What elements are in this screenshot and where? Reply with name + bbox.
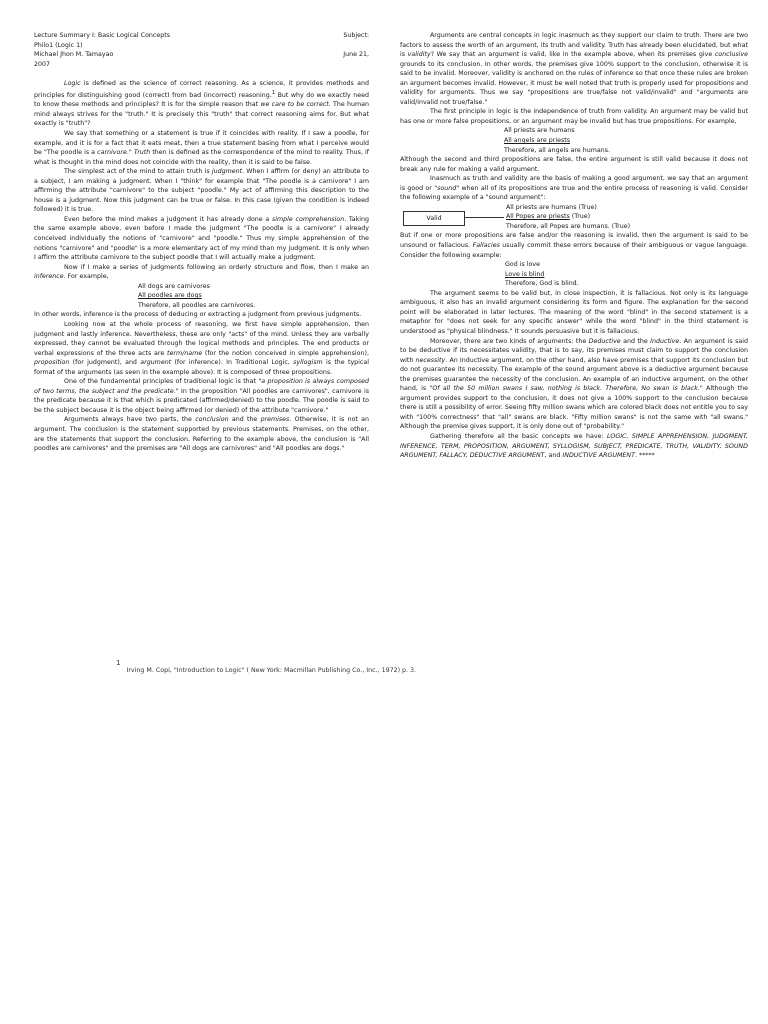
emphasis: we care to be correct: [260, 101, 329, 109]
premise-2: All Popes are priests: [506, 213, 570, 221]
text: . For example,: [63, 273, 109, 281]
text: Moreover, there are two kinds of arguments: the: [430, 337, 589, 345]
paragraph-summary: [400, 432, 748, 461]
term-simple-comprehension: simple comprehension: [272, 215, 345, 223]
text: grounds to its conclusion. In other words, the premises give 100% support to the conclusion, otherwise it is said to be invalid. Moreover, validity is anchored on the rules of inference so that once these rules are broken an argument becomes invalid. However, it must be well noted that truth is properly used for propositions and validity for arguments. Thus we say "propositions are true/false not valid/invalid" and "arguments are valid/invalid not true/false.": [400, 60, 748, 106]
footnote: [116, 659, 417, 675]
text: . An argument is said to be deductive if its necessitates validity, that is to say, its premises must claim to support the conclusion with: [400, 337, 749, 364]
text: , and: [544, 452, 563, 460]
header-row-1: [34, 31, 369, 41]
paragraph-inference-definition: In other words, inference is the process of deducing or extracting a judgment from previous judgments.: [34, 311, 362, 319]
header-row-3: [34, 50, 369, 60]
footnote-mark: 1: [116, 659, 121, 667]
subject-label: Subject:: [343, 32, 369, 39]
text: . Otherwise, it is not an argument. The conclusion is the statement supported by previous statements. Premises, on the other, are the statements that support the conclusion. Referring to the example above, the conclusion is "All poodles are carnivores" and the premises are "All dogs are carnivores" and "All poodles are dogs.": [34, 416, 370, 453]
text: is the typical format of the arguments (as seen in the example above). It is composed of three propositions.: [34, 359, 369, 376]
document-title: Lecture Summary I: Basic Logical Concepts: [34, 32, 170, 39]
text: Now if I make a series of judgments following an orderly structure and flow, then I make an: [64, 263, 369, 271]
text: The simplest act of the mind to attain truth is: [64, 168, 212, 176]
conclusion: Therefore, all angels are humans.: [504, 146, 610, 154]
term-sound: sound: [437, 184, 457, 192]
premise-1: All priests are humans: [504, 127, 575, 135]
term-inference: inference: [34, 273, 64, 281]
paragraph-argument-parts: [34, 415, 369, 453]
text: One of the fundamental principles of traditional logic is that ": [64, 378, 262, 386]
term-argument: argument: [140, 359, 172, 367]
premise-2-truth: (True): [569, 213, 591, 221]
valid-label: Valid: [426, 214, 442, 222]
text: and the: [228, 416, 261, 424]
date-part-2: 2007: [34, 60, 51, 68]
paragraph-validity: [400, 31, 748, 107]
text: Looking now at the whole process of reasoning, we first have simple apprehension, then judgment and lastly inference. Nevertheless, these are only "acts" of the mind. Unless they are verbally expressed, they cannot be evaluated through the logical methods and principles. The end products or verbal expressions of the three acts are: [34, 320, 369, 357]
paragraph-first-principle: The first principle in logic is the independence of truth from validity. An argument may be valid but has one or more false propositions, or an argument may be invalid but has true propositions. For example,: [400, 108, 748, 125]
concept-list: LOGIC, SIMPLE APPREHENSION, JUDGMENT, INFERENCE, TERM, PROPOSITION, ARGUMENT, SYLLOGISM, SUBJECT, PREDICATE, TRUTH, VALIDITY, SOUND ARGUMENT, FALLACY, DEDUCTIVE ARGUMENT: [400, 432, 748, 460]
text: Arguments always have two parts, the: [64, 416, 196, 424]
valid-label-box: [403, 211, 465, 226]
date-part-1: June 21,: [343, 51, 369, 59]
term-name: term/name: [167, 349, 203, 357]
paragraph-simple-comprehension: [34, 215, 369, 263]
premise-2: Love is blind: [505, 270, 545, 278]
conclusion: Therefore, all poodles are carnivores.: [138, 301, 256, 309]
premise-2: All angels are priests: [504, 137, 570, 145]
syllogism-priests: [504, 126, 748, 155]
text: " Although the argument provides support to the conclusion, it does not give a 100% support to the conclusion because there is still a possibility of error. Seeing fifty million swans which are colored black does not entitle you to say with "100% correctness" that "all" swans are black. "Fifty million swans" is not the same with "all swans." Although the premise gives support, it is only done out of "probability.": [400, 385, 748, 431]
term-truth: Truth: [133, 149, 151, 157]
emphasis: carnivore: [97, 149, 127, 157]
term-validity: validity: [407, 51, 431, 59]
text: and the: [620, 337, 651, 345]
paragraph-fallacies: [400, 231, 748, 260]
course-name: Philo1 (Logic 1): [34, 41, 83, 49]
concept-inductive: INDUCTIVE ARGUMENT: [562, 452, 635, 460]
premise-1: God is love: [505, 261, 540, 269]
paragraph-logic-definition: [34, 79, 369, 129]
term-logic: Logic: [64, 80, 81, 88]
term-inductive: Inductive: [650, 337, 680, 345]
text: But why do we exactly need to know these methods and principles? It is for the simple reason that: [34, 91, 369, 109]
emphasis: a proposition is always composed of two terms, the subject and the predicate: [34, 378, 369, 395]
inductive-example: Of all the 50 million swans I saw, nothing is black. Therefore, No swan is black.: [432, 385, 700, 393]
text: then is defined as the correspondence of the mind to reality. Thus, if what is thought in the mind does not coincide with the reality, then it is said to be false.: [34, 149, 370, 166]
header-row-4: [34, 60, 369, 70]
author-name: Michael Jhon M. Tamayao: [34, 51, 114, 59]
text: Arguments are central concepts in logic inasmuch as they support our claim to truth. There are two factors to assess the worth of an argument, its truth and validity. Truth has already been elucidated, but what is: [400, 32, 748, 59]
paragraph-judgment: [34, 167, 369, 215]
text: . The human mind always strives for the "truth." It is precisely this "truth" that correct reasoning aims for. But what exactly is "truth"?: [34, 101, 369, 128]
premise-1: All dogs are carnivores: [138, 282, 210, 290]
text: " when all of its propositions are true and the entire process of reasoning is valid. Consider the following example of a "sound argument":: [400, 184, 748, 202]
syllogism-popes: [506, 203, 748, 232]
text: . *****: [634, 452, 655, 460]
paragraph-inference: [34, 263, 369, 282]
text: usually commit these errors because of their ambiguous or vague language. Consider the following example:: [400, 242, 748, 259]
text: . Taking the same example above, even before I made the judgment "The poodle is a carnivore" I already conceived individually the notions of "carnivore" and "poodle." Thus my simple apprehension of the notions "carnivore" and "poodle" is a more elementary act of my mind than my judgment. It is only when I affirm the attribute carnivore to the subject poodle that I will actually make a judgment.: [34, 215, 369, 262]
conclusion: Therefore, God is blind.: [505, 280, 579, 288]
term-conclusion: conclusion: [195, 416, 229, 424]
text: . An Inductive argument, on the other hand, also have premises that support its conclusion but do not guarantee its necessity. The example of the sound argument above is a deductive argument because the premises guarantee the necessity of the conclusion. An example of an inductive argument, on the other hand, is ": [400, 356, 748, 393]
footnote-text: Irving M. Copi, "Introduction to Logic" ( New York: Macmillan Publishing Co., Inc., 1972) p. 3.: [126, 667, 417, 675]
paragraph-still-valid: Although the second and third propositions are false, the entire argument is still valid because it does not break any rule for making a valid argument.: [400, 156, 748, 173]
text: (for inference). In Traditional Logic,: [171, 359, 294, 367]
term-proposition: proposition: [34, 359, 70, 367]
paragraph-fallacy-explanation: The argument seems to be valid but, in close inspection, it is fallacious. Not only is its language ambiguous, it also has an invalid argument considering its form and figure. The explanation for the second point will be elaborated in later lectures. The meaning of the word "blind" in the second statement is a metaphor for "does not seek for any specific answer" while the word "blind" in the third statement is understood as "physical blindness." It sounds persuasive but it is fallacious.: [400, 289, 748, 335]
conclusion: Therefore, all Popes are humans. (True): [506, 222, 631, 230]
text: .": [126, 149, 134, 157]
text: ." In the proposition "All poodles are carnivores", carnivore is the predicate because it is that which is predicated (affirmed/denied) to the poodle. The poodle is said to be the subject because it is the object being affirmed (or denied) of the attribute "carnivore.": [34, 387, 370, 414]
valid-connector-line: [464, 217, 504, 218]
sound-argument-example: [400, 203, 748, 232]
text: We say that something or a statement is true if it coincides with reality. If I saw a poodle, for example, and it is for a fact that it eats meat, then a true statement basing from what I perceive would be "The poodle is a: [34, 130, 369, 157]
right-column: [400, 31, 748, 461]
term-necessity: necessity: [415, 356, 446, 364]
header-row-2: [34, 41, 369, 51]
text: Even before the mind makes a judgment it has already done a: [64, 215, 273, 223]
premise-1: All priests are humans (True): [506, 203, 597, 211]
syllogism-god: [505, 260, 748, 289]
text: (for the notion conceived in simple apprehension),: [202, 349, 369, 357]
paragraph-truth: [34, 129, 369, 167]
text: But if one or more propositions are false and/or the reasoning is invalid, then the argument is said to be unsound or fallacious.: [400, 232, 748, 250]
footnote-ref: 1: [271, 89, 276, 96]
text: is defined as the science of correct reasoning. As a science, it provides methods and principles for distinguishing good (correct) from bad (incorrect) reasoning.: [34, 80, 369, 99]
syllogism-dogs: [138, 282, 369, 311]
term-deductive: Deductive: [588, 337, 621, 345]
text: . When I affirm (or deny) an attribute to a subject, I am making a judgment. When I "think" for example that "The poodle is a carnivore" I am affirming the attribute "carnivore" to the subject "poodle." My act of affirming this description to the house is a judgment. Now this judgment can be true or false. In this case (given the condition is indeed followed) it is true.: [34, 168, 369, 214]
emphasis: conclusive: [714, 51, 748, 59]
text: Gathering therefore all the basic concepts we have:: [430, 432, 608, 440]
term-judgment: judgment: [211, 168, 243, 176]
paragraph-deductive-inductive: [400, 337, 748, 432]
premise-2: All poodles are dogs: [138, 292, 202, 300]
paragraph-sound-argument: [400, 174, 748, 203]
text: ? We say that an argument is valid, like in the example above, when its premises give: [430, 51, 715, 59]
term-fallacies: Fallacies: [472, 242, 500, 250]
text: Inasmuch as truth and validity are the basis of making a good argument, we say that an argument is good or ": [400, 175, 748, 192]
term-premises: premises: [260, 416, 290, 424]
paragraph-reasoning-process: [34, 320, 369, 377]
paragraph-proposition-principle: [34, 377, 369, 415]
text: (for judgment), and: [69, 359, 141, 367]
term-syllogism: syllogism: [293, 359, 323, 367]
left-column: [34, 31, 369, 454]
